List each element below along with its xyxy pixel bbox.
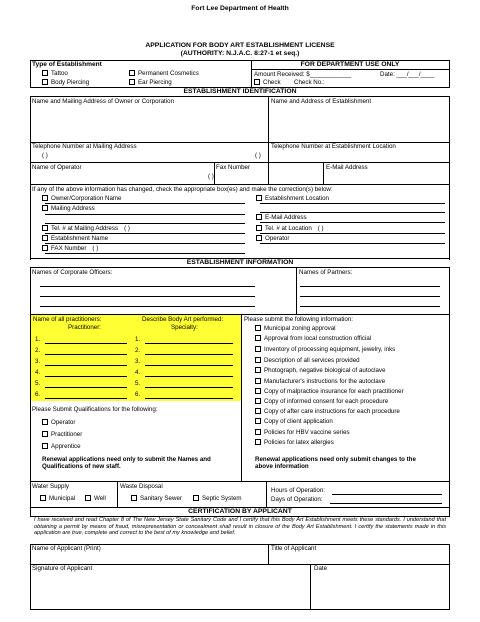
corp-officers-label: Names of Corporate Officers:	[32, 269, 113, 276]
specialty-subhead: Specialty:	[171, 324, 198, 331]
dept-check: Check	[254, 79, 281, 86]
dept-check-no: Check No.:	[294, 79, 325, 86]
email-label: E-Mail Address	[326, 164, 368, 171]
checkbox-icon[interactable]	[255, 367, 261, 373]
checkbox-icon[interactable]	[255, 408, 261, 414]
submit-item[interactable]: Inventory of processing equipment, jewelry, inks	[255, 346, 395, 353]
change-owner-name[interactable]: Owner/Corporation Name	[42, 195, 122, 202]
renewal-left: Renewal applications need only to submit the Names and Qualifications of new staff.	[42, 456, 211, 471]
checkbox-icon[interactable]	[131, 495, 137, 501]
checkbox-icon[interactable]	[255, 388, 261, 394]
establishment-type-label: Type of Establishment	[32, 61, 102, 68]
change-fax[interactable]: FAX Number ( )	[42, 245, 98, 252]
checkbox-icon[interactable]	[255, 398, 261, 404]
checkbox-icon[interactable]	[256, 195, 262, 201]
option-ear-piercing[interactable]: Ear Piercing	[129, 79, 172, 86]
tel-location-field[interactable]: ( )	[255, 152, 261, 159]
checkbox-icon[interactable]	[256, 225, 262, 231]
submit-item[interactable]: Description of all services provided	[255, 357, 360, 364]
days-label: Days of Operation:	[271, 496, 323, 503]
quals-head: Please Submit Qualifications for the following:	[32, 406, 158, 413]
change-email[interactable]: E-Mail Address	[256, 214, 307, 221]
checkbox-icon[interactable]	[42, 245, 48, 251]
practitioner-subhead: Practitioner:	[68, 324, 102, 331]
tel-mailing-label: Telephone Number at Mailing Address	[32, 143, 137, 150]
submit-item[interactable]: Copy of malpractice insurance for each practitioner	[255, 388, 404, 395]
body-art-head: Describe Body Art performed:	[142, 316, 224, 323]
checkbox-icon[interactable]	[42, 419, 48, 425]
org-name: Fort Lee Department of Health	[191, 5, 289, 12]
practitioner-num: 2.	[35, 347, 41, 354]
waste-disposal-label: Waste Disposal	[120, 483, 163, 490]
checkbox-icon[interactable]	[129, 70, 135, 76]
specialty-num: 6.	[135, 391, 141, 398]
practitioner-num: 6.	[35, 391, 41, 398]
checkbox-icon[interactable]	[255, 335, 261, 341]
submit-item[interactable]: Copy of informed consent for each procedure	[255, 398, 388, 405]
checkbox-icon[interactable]	[42, 195, 48, 201]
dept-use-title: FOR DEPARTMENT USE ONLY	[300, 61, 400, 68]
waste-sanitary[interactable]: Sanitary Sewer	[131, 495, 182, 502]
checkbox-icon[interactable]	[42, 70, 48, 76]
practitioner-num: 5.	[35, 380, 41, 387]
section-certification: CERTIFICATION BY APPLICANT	[188, 508, 292, 515]
applicant-name-label: Name of Applicant (Print)	[32, 545, 101, 552]
submit-item[interactable]: Policies for latex allergies	[255, 439, 334, 446]
form-title: APPLICATION FOR BODY ART ESTABLISHMENT LICENSE	[145, 42, 335, 49]
certification-text: I have received and read Chapter 8 of The New Jersey State Sanitary Code and I certify that this Body Art Establishment meets these standards. I understand that obtaining a permit by means of fraud, misrepresentation or concealment shall result in closure of the Body Art Establishment. I certify the statements made in this application are true, complete and correct to the best of my knowledge and belief.	[34, 517, 446, 537]
change-mailing-address[interactable]: Mailing Address	[42, 205, 95, 212]
option-tattoo[interactable]: Tattoo	[42, 70, 68, 77]
section-identification: ESTABLISHMENT IDENTIFICATION	[183, 88, 297, 95]
option-body-piercing[interactable]: Body Piercing	[42, 79, 89, 86]
option-permanent-cosmetics[interactable]: Permanent Cosmetics	[129, 70, 199, 77]
specialty-num: 5.	[135, 380, 141, 387]
checkbox-icon[interactable]	[256, 235, 262, 241]
submit-item[interactable]: Photograph, negative biological of autoclave	[255, 367, 385, 374]
specialty-num: 3.	[135, 358, 141, 365]
change-tel-mailing[interactable]: Tel. # at Mailing Address ( )	[42, 225, 130, 232]
hours-label: Hours of Operation:	[271, 487, 325, 494]
checkbox-icon[interactable]	[255, 325, 261, 331]
practitioners-head: Name of all practitioners:	[33, 316, 102, 323]
water-municipal[interactable]: Municipal	[40, 495, 75, 502]
changes-note: If any of the above information has changed, check the appropriate box(es) and make the correction(s) below:	[32, 186, 333, 193]
checkbox-icon[interactable]	[255, 378, 261, 384]
fax-field[interactable]: ( )	[208, 173, 214, 180]
checkbox-icon[interactable]	[85, 495, 91, 501]
checkbox-icon[interactable]	[42, 205, 48, 211]
checkbox-icon[interactable]	[255, 429, 261, 435]
water-well[interactable]: Well	[85, 495, 106, 502]
form-authority: (AUTHORITY: N.J.A.C. 8:27-1 et seq.)	[180, 50, 300, 57]
partners-label: Names of Partners:	[299, 269, 353, 276]
qual-apprentice[interactable]: Apprentice	[42, 443, 81, 450]
submit-head: Please submit the following information:	[244, 316, 354, 323]
date-label: Date	[314, 565, 328, 572]
change-est-location[interactable]: Establishment Location	[256, 195, 329, 202]
change-operator[interactable]: Operator	[256, 235, 289, 242]
checkbox-icon	[254, 79, 260, 85]
checkbox-icon[interactable]	[42, 225, 48, 231]
dept-date: Date: ___/___/____	[380, 71, 435, 78]
renewal-right: Renewal applications need only submit changes to the above information	[255, 456, 416, 471]
qual-operator[interactable]: Operator	[42, 419, 75, 426]
checkbox-icon[interactable]	[42, 235, 48, 241]
checkbox-icon[interactable]	[42, 79, 48, 85]
submit-item[interactable]: Municipal zoning approval	[255, 325, 336, 332]
submit-item[interactable]: Copy of after care instructions for each procedure	[255, 408, 400, 415]
practitioner-num: 3.	[35, 358, 41, 365]
specialty-num: 1.	[135, 336, 141, 343]
tel-location-label: Telephone Number at Establishment Location	[271, 143, 396, 150]
submit-item[interactable]: Policies for HBV vaccine series	[255, 429, 350, 436]
practitioner-num: 4.	[35, 369, 41, 376]
qual-practitioner[interactable]: Practitioner	[42, 431, 82, 438]
change-tel-location[interactable]: Tel. # at Location ( )	[256, 225, 324, 232]
practitioner-num: 1.	[35, 336, 41, 343]
submit-item[interactable]: Approval from local construction official	[255, 335, 371, 342]
submit-item[interactable]: Copy of client application	[255, 418, 333, 425]
checkbox-icon[interactable]	[255, 418, 261, 424]
checkbox-icon[interactable]	[193, 495, 199, 501]
fax-label: Fax Number	[216, 164, 251, 171]
submit-item[interactable]: Manufacturer's instructions for the autoclave	[255, 378, 385, 385]
checkbox-icon[interactable]	[255, 439, 261, 445]
waste-septic[interactable]: Septic System	[193, 495, 242, 502]
owner-name-label: Name and Mailing Address of Owner or Corporation	[32, 98, 175, 105]
est-name-label: Name and Address of Establishment	[271, 98, 372, 105]
specialty-num: 4.	[135, 369, 141, 376]
specialty-num: 2.	[135, 347, 141, 354]
applicant-title-label: Title of Applicant	[271, 545, 317, 552]
checkbox-icon[interactable]	[129, 79, 135, 85]
checkbox-icon[interactable]	[42, 431, 48, 437]
amount-received: Amount Received: $____________	[254, 71, 352, 78]
operator-label: Name of Operator	[32, 164, 82, 171]
water-supply-label: Water Supply	[32, 483, 69, 490]
checkbox-icon[interactable]	[256, 214, 262, 220]
checkbox-icon[interactable]	[255, 357, 261, 363]
checkbox-icon[interactable]	[255, 346, 261, 352]
change-est-name[interactable]: Establishment Name	[42, 235, 108, 242]
checkbox-icon[interactable]	[42, 443, 48, 449]
section-information: ESTABLISHMENT INFORMATION	[186, 259, 294, 266]
tel-mailing-field[interactable]: ( )	[42, 152, 48, 159]
signature-label: Signature of Applicant	[32, 565, 93, 572]
checkbox-icon[interactable]	[40, 495, 46, 501]
